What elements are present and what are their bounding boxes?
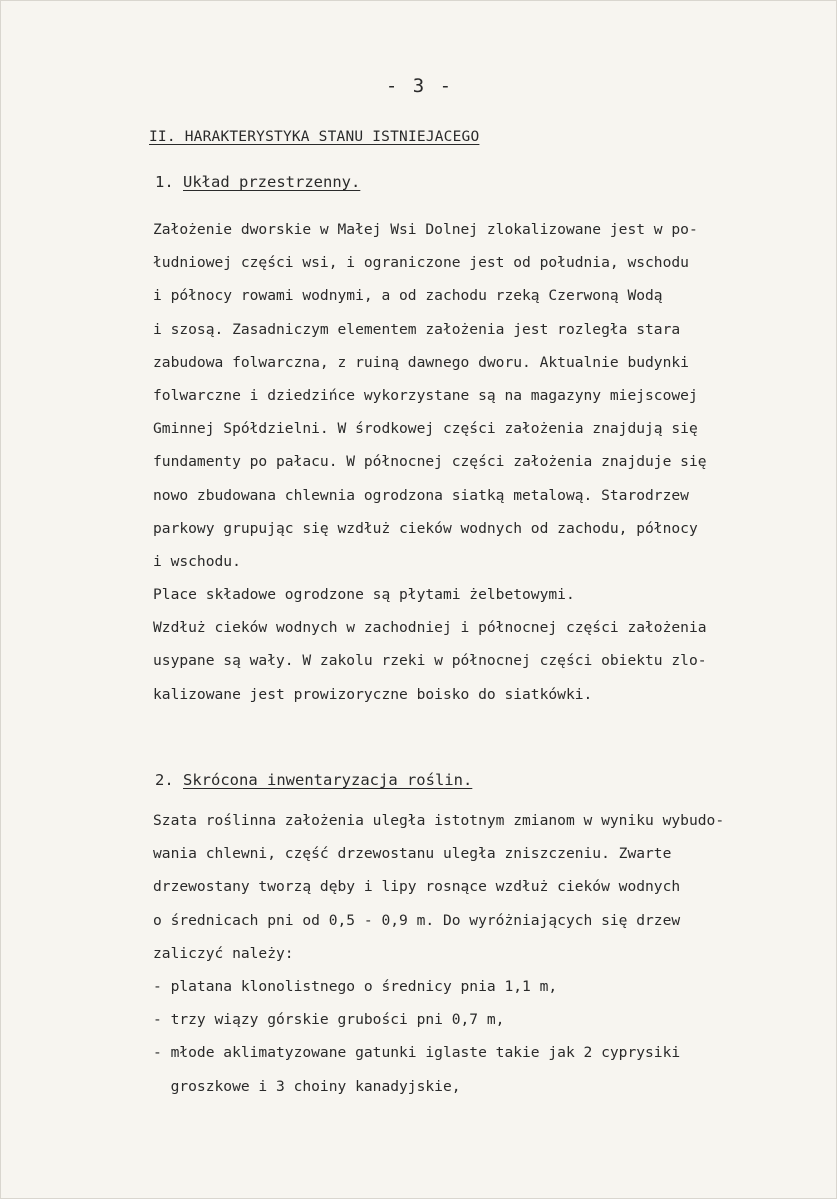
text-line: zabudowa folwarczna, z ruiną dawnego dworu. Aktualnie budynki — [153, 353, 689, 371]
text-line: usypane są wały. W zakolu rzeki w północnej części obiektu zlo- — [153, 652, 707, 670]
text-line: Gminnej Spółdzielni. W środkowej części założenia znajdują się — [153, 420, 698, 438]
paragraph-1 — [153, 213, 823, 711]
list-item: - trzy wiązy górskie grubości pni 0,7 m, — [153, 1011, 505, 1029]
text-line: i wschodu. — [153, 552, 241, 570]
text-line: nowo zbudowana chlewnia ogrodzona siatką metalową. Starodrzew — [153, 486, 689, 504]
text-line: kalizowane jest prowizoryczne boisko do siatkówki. — [153, 685, 593, 703]
list-item: groszkowe i 3 choiny kanadyjskie, — [153, 1077, 461, 1095]
paragraph-2 — [153, 804, 823, 1103]
section-title: II. HARAKTERYSTYKA STANU ISTNIEJACEGO — [149, 129, 480, 145]
subsection-2-heading — [155, 771, 472, 789]
text-line: parkowy grupując się wzdłuż cieków wodnych od zachodu, północy — [153, 519, 698, 537]
text-line: Place składowe ogrodzone są płytami żelbetowymi. — [153, 586, 575, 604]
text-line: i północy rowami wodnymi, a od zachodu rzeką Czerwoną Wodą — [153, 287, 663, 305]
subsection-2-number: 2. — [155, 771, 174, 789]
subsection-1-heading — [155, 173, 360, 191]
text-line: wania chlewni, część drzewostanu uległa zniszczeniu. Zwarte — [153, 845, 672, 863]
text-line: o średnicach pni od 0,5 - 0,9 m. Do wyróżniających się drzew — [153, 911, 681, 929]
list-item: - platana klonolistnego o średnicy pnia 1,1 m, — [153, 977, 558, 995]
text-line: Szata roślinna założenia uległa istotnym zmianom w wyniku wybudo- — [153, 812, 725, 829]
page-number: - 3 - — [385, 75, 454, 97]
subsection-1-number: 1. — [155, 173, 174, 191]
text-line: i szosą. Zasadniczym elementem założenia jest rozległa stara — [153, 320, 681, 338]
list-item: - młode aklimatyzowane gatunki iglaste takie jak 2 cyprysiki — [153, 1044, 681, 1062]
text-line: Założenie dworskie w Małej Wsi Dolnej zlokalizowane jest w po- — [153, 221, 698, 238]
subsection-1-title: Układ przestrzenny. — [183, 173, 361, 191]
subsection-2-title: Skrócona inwentaryzacja roślin. — [183, 771, 473, 789]
text-line: zaliczyć należy: — [153, 944, 294, 962]
text-line: fundamenty po pałacu. W północnej części założenia znajduje się — [153, 453, 707, 471]
text-line: łudniowej części wsi, i ograniczone jest od południa, wschodu — [153, 254, 689, 272]
text-line: Wzdłuż cieków wodnych w zachodniej i północnej części założenia — [153, 619, 707, 637]
text-line: drzewostany tworzą dęby i lipy rosnące wzdłuż cieków wodnych — [153, 878, 681, 896]
text-line: folwarczne i dziedzińce wykorzystane są na magazyny miejscowej — [153, 386, 698, 404]
